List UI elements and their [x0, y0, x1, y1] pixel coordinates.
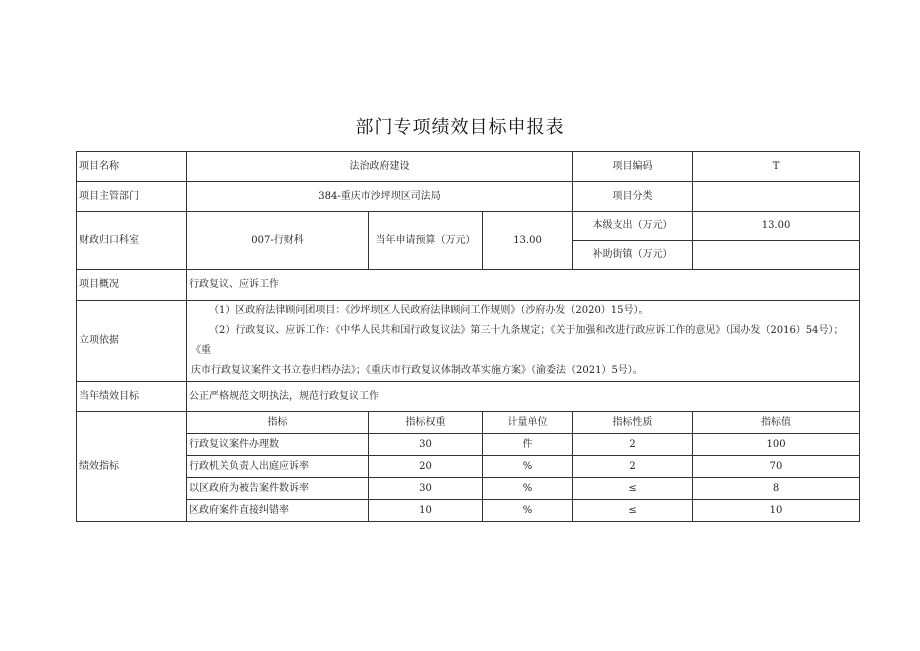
indicator-unit: % — [483, 478, 573, 500]
subsidy-label: 补助街镇（万元） — [573, 241, 693, 270]
level-expense-label: 本级支出（万元） — [573, 212, 693, 241]
perf-header-indicator: 指标 — [187, 412, 369, 434]
page-title: 部门专项绩效目标申报表 — [355, 117, 565, 138]
level-expense-value: 13.00 — [693, 212, 860, 241]
perf-header-nature: 指标性质 — [573, 412, 693, 434]
row-goal — [77, 382, 860, 412]
project-code-value: T — [693, 152, 860, 182]
table-row — [77, 478, 860, 500]
indicator-value: 10 — [693, 500, 860, 522]
indicator-weight: 30 — [369, 434, 483, 456]
basis-text — [187, 301, 860, 382]
indicator-nature: 2 — [573, 456, 693, 478]
category-value — [693, 182, 860, 212]
row-overview — [77, 270, 860, 301]
indicator-unit: % — [483, 456, 573, 478]
budget-label: 当年申请预算（万元） — [369, 212, 483, 270]
perf-indicators-label: 绩效指标 — [77, 412, 187, 522]
category-label: 项目分类 — [573, 182, 693, 212]
performance-form-table — [76, 151, 860, 522]
row-basis — [77, 301, 860, 382]
row-finance — [77, 212, 860, 241]
indicator-value: 100 — [693, 434, 860, 456]
indicator-name: 区政府案件直接纠错率 — [187, 500, 369, 522]
basis-line-1: （1）区政府法律顾问团项目：《沙坪坝区人民政府法律顾问工作规则》（沙府办发（2020）15号）。 — [209, 305, 649, 316]
goal-value: 公正严格规范文明执法，规范行政复议工作 — [187, 382, 860, 412]
finance-office-label: 财政归口科室 — [77, 212, 187, 270]
indicator-weight: 10 — [369, 500, 483, 522]
indicator-name: 行政复议案件办理数 — [187, 434, 369, 456]
overview-label: 项目概况 — [77, 270, 187, 301]
indicator-nature: 2 — [573, 434, 693, 456]
table-row — [77, 456, 860, 478]
basis-label: 立项依据 — [77, 301, 187, 382]
indicator-nature: ≤ — [573, 478, 693, 500]
indicator-name: 行政机关负责人出庭应诉率 — [187, 456, 369, 478]
department-label: 项目主管部门 — [77, 182, 187, 212]
indicator-unit: 件 — [483, 434, 573, 456]
budget-value: 13.00 — [483, 212, 573, 270]
goal-label: 当年绩效目标 — [77, 382, 187, 412]
department-value: 384-重庆市沙坪坝区司法局 — [187, 182, 573, 212]
indicator-name: 以区政府为被告案件数诉率 — [187, 478, 369, 500]
subsidy-value — [693, 241, 860, 270]
table-row — [77, 500, 860, 522]
basis-line-3: 庆市行政复议案件文书立卷归档办法》；《重庆市行政复议体制改革实施方案》（渝委法（2021）5号）。 — [191, 365, 643, 376]
project-name-label: 项目名称 — [77, 152, 187, 182]
indicator-nature: ≤ — [573, 500, 693, 522]
perf-header-row — [77, 412, 860, 434]
row-department — [77, 182, 860, 212]
perf-header-weight: 指标权重 — [369, 412, 483, 434]
indicator-value: 70 — [693, 456, 860, 478]
project-code-label: 项目编码 — [573, 152, 693, 182]
indicator-value: 8 — [693, 478, 860, 500]
overview-value: 行政复议、应诉工作 — [187, 270, 860, 301]
indicator-unit: % — [483, 500, 573, 522]
indicator-weight: 30 — [369, 478, 483, 500]
project-name-value: 法治政府建设 — [187, 152, 573, 182]
finance-office-value: 007-行财科 — [187, 212, 369, 270]
perf-header-value: 指标值 — [693, 412, 860, 434]
indicator-weight: 20 — [369, 456, 483, 478]
row-project-name — [77, 152, 860, 182]
table-row — [77, 434, 860, 456]
perf-header-unit: 计量单位 — [483, 412, 573, 434]
basis-line-2: （2）行政复议、应诉工作：《中华人民共和国行政复议法》第三十九条规定；《关于加强和改进行政应诉工作的意见》（国办发（2016）54号）；《重 — [191, 325, 844, 356]
